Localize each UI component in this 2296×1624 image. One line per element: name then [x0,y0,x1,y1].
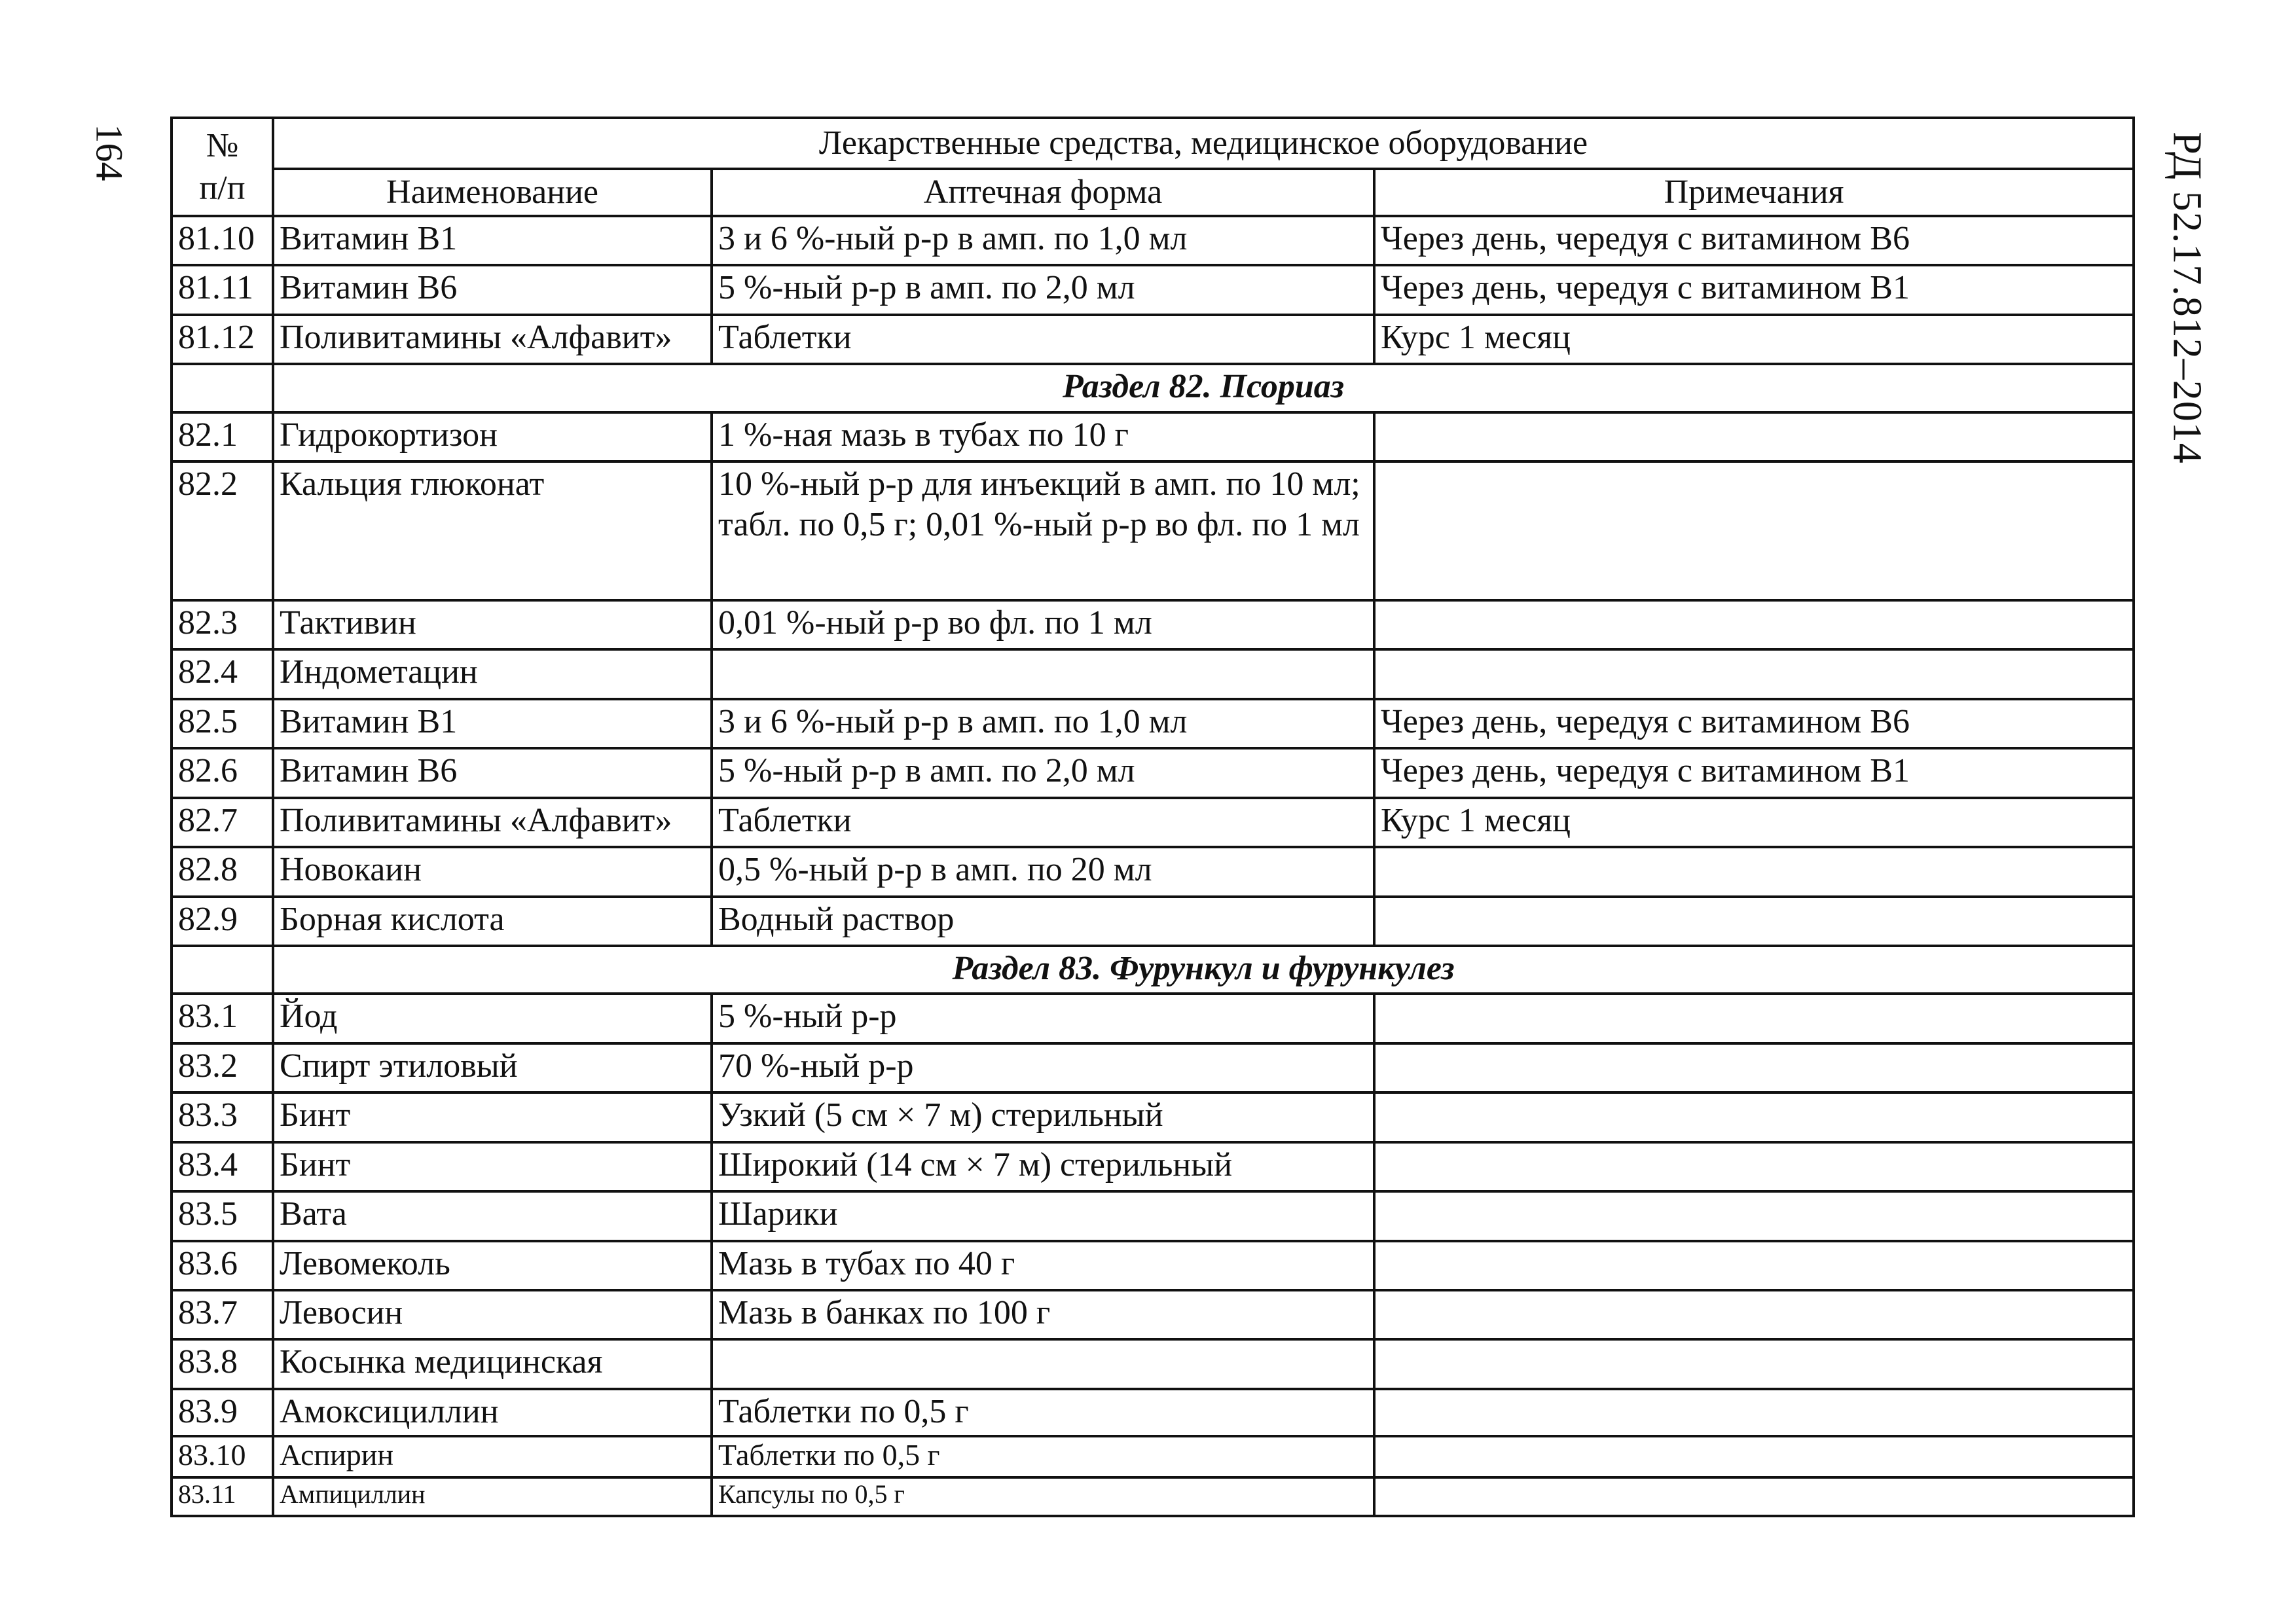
cell-number: 82.7 [172,798,273,847]
cell-number: 81.12 [172,315,273,364]
table-row [172,847,2134,896]
cell-name: Бинт [273,1142,712,1191]
cell-number: 82.9 [172,897,273,946]
cell-number: 82.8 [172,847,273,896]
cell-notes: Через день, чередуя с витамином В6 [1374,699,2134,748]
section-title: Раздел 83. Фурункул и фурункулез [273,946,2134,994]
header-row-columns [172,169,2134,216]
table-row [172,1339,2134,1388]
cell-number: 83.3 [172,1092,273,1142]
cell-number: 82.6 [172,748,273,797]
cell-form: 5 %-ный р-р в амп. по 2,0 мл [712,748,1374,797]
table-row [172,1436,2134,1477]
cell-number: 83.9 [172,1389,273,1436]
cell-number: 81.11 [172,265,273,314]
cell-form: Таблетки [712,798,1374,847]
cell-form: Таблетки [712,315,1374,364]
cell-notes [1374,897,2134,946]
cell-number: 83.10 [172,1436,273,1477]
cell-number: 82.3 [172,600,273,649]
cell-form: 5 %-ный р-р в амп. по 2,0 мл [712,265,1374,314]
cell-name: Ампициллин [273,1477,712,1516]
header-form: Аптечная форма [712,169,1374,216]
cell-notes [1374,649,2134,698]
table-row [172,1477,2134,1516]
header-number [172,118,273,216]
table-row [172,1389,2134,1436]
cell-form: 3 и 6 %-ный р-р в амп. по 1,0 мл [712,699,1374,748]
cell-notes [1374,412,2134,461]
cell-name: Витамин В6 [273,748,712,797]
page-number-text: 164 [88,124,131,181]
cell-notes [1374,1339,2134,1388]
table-row [172,994,2134,1043]
cell-notes [1374,461,2134,600]
cell-form: Таблетки по 0,5 г [712,1436,1374,1477]
document-code-text: РД 52.17.812–2014 [2164,132,2210,464]
header-notes: Примечания [1374,169,2134,216]
cell-number: 83.11 [172,1477,273,1516]
cell-form: 10 %-ный р-р для инъекций в амп. по 10 мл; табл. по 0,5 г; 0,01 %-ный р-р во фл. по 1 мл [712,461,1374,600]
cell-number: 83.1 [172,994,273,1043]
cell-name: Левомеколь [273,1241,712,1290]
cell-form: 0,01 %-ный р-р во фл. по 1 мл [712,600,1374,649]
cell-number: 83.4 [172,1142,273,1191]
cell-form: Мазь в банках по 100 г [712,1290,1374,1339]
cell-number: 82.4 [172,649,273,698]
cell-form: 5 %-ный р-р [712,994,1374,1043]
cell-number: 82.2 [172,461,273,600]
table-row [172,461,2134,600]
section-number-cell [172,364,273,412]
cell-name: Кальция глюконат [273,461,712,600]
cell-notes: Через день, чередуя с витамином В1 [1374,265,2134,314]
cell-name: Новокаин [273,847,712,896]
section-title: Раздел 82. Псориаз [273,364,2134,412]
table-body [172,216,2134,1516]
cell-number: 83.5 [172,1191,273,1240]
cell-form: 1 %-ная мазь в тубах по 10 г [712,412,1374,461]
cell-name: Индометацин [273,649,712,698]
cell-form: Капсулы по 0,5 г [712,1477,1374,1516]
cell-name: Вата [273,1191,712,1240]
section-row [172,946,2134,994]
cell-form: 70 %-ный р-р [712,1043,1374,1092]
cell-notes: Курс 1 месяц [1374,798,2134,847]
cell-notes [1374,1191,2134,1240]
medications-table [170,117,2135,1517]
header-name: Наименование [273,169,712,216]
cell-form: 0,5 %-ный р-р в амп. по 20 мл [712,847,1374,896]
cell-notes: Курс 1 месяц [1374,315,2134,364]
cell-name: Витамин В1 [273,699,712,748]
cell-name: Косынка медицинская [273,1339,712,1388]
cell-notes [1374,1043,2134,1092]
table-row [172,649,2134,698]
table-row [172,1290,2134,1339]
cell-name: Витамин В6 [273,265,712,314]
cell-name: Спирт этиловый [273,1043,712,1092]
cell-number: 82.1 [172,412,273,461]
cell-name: Бинт [273,1092,712,1142]
cell-number: 83.2 [172,1043,273,1092]
cell-name: Тактивин [273,600,712,649]
cell-form: Мазь в тубах по 40 г [712,1241,1374,1290]
cell-name: Гидрокортизон [273,412,712,461]
cell-notes [1374,1142,2134,1191]
cell-notes [1374,1241,2134,1290]
header-number-label: № [206,127,239,164]
cell-notes [1374,847,2134,896]
cell-notes [1374,1477,2134,1516]
document-code [2160,115,2213,481]
cell-name: Поливитамины «Алфавит» [273,798,712,847]
table-row [172,216,2134,265]
table-row [172,699,2134,748]
table-row [172,412,2134,461]
header-number-sublabel: п/п [199,170,246,207]
cell-notes [1374,1389,2134,1436]
table-row [172,1191,2134,1240]
table-row [172,798,2134,847]
cell-name: Йод [273,994,712,1043]
cell-notes: Через день, чередуя с витамином В6 [1374,216,2134,265]
cell-notes: Через день, чередуя с витамином В1 [1374,748,2134,797]
cell-number: 83.7 [172,1290,273,1339]
table-row [172,315,2134,364]
table-row [172,748,2134,797]
header-row-group [172,118,2134,169]
cell-name: Борная кислота [273,897,712,946]
cell-name: Витамин В1 [273,216,712,265]
cell-name: Амоксициллин [273,1389,712,1436]
table-row [172,1043,2134,1092]
cell-notes [1374,1290,2134,1339]
cell-form: Шарики [712,1191,1374,1240]
cell-name: Левосин [273,1290,712,1339]
table-row [172,1241,2134,1290]
table-row [172,1142,2134,1191]
page-number [88,117,130,189]
header-group-title: Лекарственные средства, медицинское оборудование [273,118,2134,169]
cell-form: Узкий (5 см × 7 м) стерильный [712,1092,1374,1142]
cell-form: 3 и 6 %-ный р-р в амп. по 1,0 мл [712,216,1374,265]
cell-name: Поливитамины «Алфавит» [273,315,712,364]
cell-notes [1374,1092,2134,1142]
table-row [172,265,2134,314]
cell-form: Водный раствор [712,897,1374,946]
section-number-cell [172,946,273,994]
cell-form: Таблетки по 0,5 г [712,1389,1374,1436]
cell-name: Аспирин [273,1436,712,1477]
cell-number: 83.6 [172,1241,273,1290]
cell-form: Широкий (14 см × 7 м) стерильный [712,1142,1374,1191]
cell-number: 83.8 [172,1339,273,1388]
table-row [172,897,2134,946]
cell-number: 82.5 [172,699,273,748]
cell-form [712,649,1374,698]
cell-notes [1374,1436,2134,1477]
cell-notes [1374,994,2134,1043]
table-row [172,600,2134,649]
cell-form [712,1339,1374,1388]
section-row [172,364,2134,412]
cell-number: 81.10 [172,216,273,265]
table-row [172,1092,2134,1142]
cell-notes [1374,600,2134,649]
